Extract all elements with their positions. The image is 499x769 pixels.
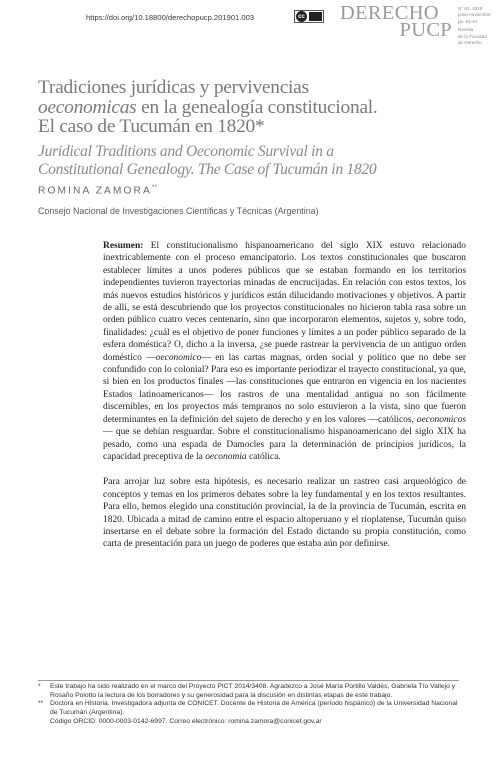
title-line-2 xyxy=(38,98,458,118)
author-name-text: ROMINA ZAMORA xyxy=(38,185,152,197)
cc-label: cc xyxy=(296,11,307,22)
article-title xyxy=(38,78,458,137)
subtitle-line-1: Juridical Traditions and Oeconomic Survival in a xyxy=(38,143,334,160)
abstract xyxy=(103,240,466,551)
title-line-3 xyxy=(38,117,458,137)
subtitle-line-2: Constitutional Genealogy. The Case of Tucumán in 1820 xyxy=(38,161,377,178)
footnote-text: Este trabajo ha sido realizado en el marco del Proyecto PICT 2014/3408. Agradezco a José María Portillo Valdés, Gabriela Tío Vallejo y Rosaño Polotto la lectura de los borradores y su generosidad para la discusión en distintas etapas de este trabajo. xyxy=(50,683,456,699)
abstract-paragraph-2: Para arrojar luz sobre esta hipótesis, es necesario realizar un rastreo casi arqueológico de conceptos y temas en los primeros debates sobre la ley fundamental y en los textos resultantes. Para ello, hemos elegido una constitución provincial, la de la provincia de Tucumán, escrita en 1820. Ubicada a mitad de camino entre el espacio altoperuano y el rioplatense, Tucumán quiso insertarse en el debate sobre la formación del Estado dictando su propia constitución, como carta de presentación para un juego de poderes que estaba aún por definirse. xyxy=(103,477,466,550)
footnote-divider xyxy=(38,680,459,681)
title-line-3-text: El caso de Tucumán en 1820 xyxy=(38,116,256,138)
footnote-text: Doctora en Historia. Investigadora adjunta de CONICET. Docente de Historia de América (período hispánico) de la Universidad Nacional de Tucumán (Argentina). xyxy=(50,700,458,717)
title-line-1: Tradiciones jurídicas y pervivencias xyxy=(38,77,309,98)
abstract-italic: oeconomicos xyxy=(416,414,466,425)
issue-pages: pp. 61-91 xyxy=(458,18,478,24)
footnote-mark: ** xyxy=(38,700,44,708)
title-italic-word: oeconomicas xyxy=(38,96,137,118)
footnotes xyxy=(38,683,464,727)
journal-logo xyxy=(340,2,452,41)
abstract-text: católica. xyxy=(246,451,281,462)
journal-logo-line2: PUCP xyxy=(399,19,452,41)
cc-by-block xyxy=(309,12,322,21)
footnote-contact: Código ORCID: 0000-0003-0142-6997. Correo electrónico: romina.zamora@conicet.gov.ar xyxy=(50,717,322,725)
author-footnote-mark: ** xyxy=(151,185,158,191)
issue-info xyxy=(458,6,491,46)
issue-number: N° 82, 2019 xyxy=(458,6,483,11)
journal-side-line3: de Derecho xyxy=(458,40,482,46)
author-affiliation: Consejo Nacional de Investigaciones Científicas y Técnicas (Argentina) xyxy=(38,206,319,216)
title-footnote-mark: * xyxy=(255,116,265,138)
doi-link[interactable]: https://doi.org/10.18800/derechopucp.201901.003 xyxy=(86,13,255,22)
footnote-2 xyxy=(38,700,464,726)
author-name xyxy=(38,185,158,196)
title-line-2-rest: en la genealogía constitucional. xyxy=(136,96,378,118)
article-subtitle xyxy=(38,143,458,179)
creative-commons-icon xyxy=(294,10,324,23)
abstract-italic: oeconomico xyxy=(155,352,202,363)
abstract-text: — en las cartas magnas, orden social y político que no debe ser confundido con lo colonial? Para eso es importante periodizar el trayecto constitucional, ya que, si bien en los productos finales —las constituciones que entraron en vigencia en los nacientes Estados latinoamericanos— los rastros de una mentalidad antigua no son fácilmente discernibles, en los proyectos más tempranos no solo estuvieron a la vista, sino que fueron determinantes en la definición del sujeto de derecho y en los valores —católicos, xyxy=(103,352,466,425)
abstract-text: — que se debían resguardar. Sobre el constitucionalismo hispanoamericano del siglo XIX ha pesado, como una espada de Damocles para la determinación de principios jurídicos, la capacidad preceptiva de la xyxy=(103,427,466,462)
journal-side-line1: Revista xyxy=(458,27,474,33)
abstract-paragraph-1 xyxy=(103,240,466,463)
abstract-text: El constitucionalismo hispanoamericano del siglo XIX estuvo relacionado inextricablemente con el proceso emancipatorio. Los textos constitucionales que buscaron establecer límites a unos poderes públicos que se estaban formando en los territorios independientes tuvieron trayectorias minadas de encrucijadas. En relación con estos textos, los más nuevos estudios históricos y jurídicos están dilucidando motivaciones y objetivos. A partir de allí, se está descubriendo que los proyectos constitucionales no hicieron tabla rasa sobre un orden público cuatro veces centenario, sino que incorporaron elementos, sujetos y, sobre todo, finalidades: ¿cuál es el objetivo de poner funciones y límites a un poder público separado de la esfera doméstica? O, dicho a la inversa, ¿se puede rastrear la pervivencia de un antiguo orden doméstico — xyxy=(103,241,466,363)
footnote-mark: * xyxy=(38,683,41,690)
journal-side-line2: de la Facultad xyxy=(458,33,487,39)
footnote-1 xyxy=(38,683,464,700)
abstract-label: Resumen: xyxy=(103,241,144,251)
journal-logo-line1: DERECHO xyxy=(340,2,439,24)
abstract-italic: oeconomia xyxy=(205,451,247,462)
issue-months: junio-noviembre xyxy=(458,12,491,18)
